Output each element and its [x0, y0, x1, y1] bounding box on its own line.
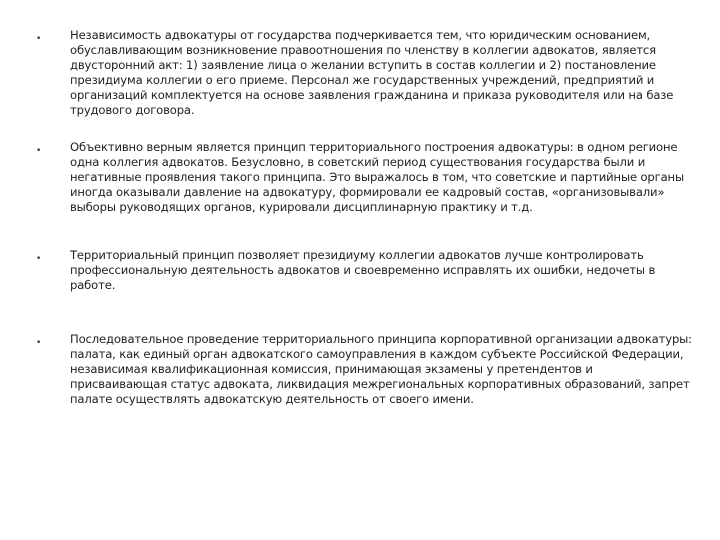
bullet-text: Последовательное проведение территориального принципа корпоративной организации адвокатуры: палата, как единый орган адвокатского самоуправления в каждом субъекте Российской Федерации, независимая квалификационная комиссия, принимающая экзамены у претендентов и присваивающая статус адвоката, ликвидация межрегиональных корпоративных образований, запрет палате осуществлять адвокатскую деятельность от своего имени. [70, 332, 692, 406]
bullet-text: Независимость адвокатуры от государства подчеркивается тем, что юридическим основанием, обуславливающим возникновение правоотношения по членству в коллегии адвокатов, является двусторонний акт: 1) заявление лица о желании вступить в состав коллегии и 2) постановление президиума коллегии о его приеме. Персонал же государственных учреждений, предприятий и организаций комплектуется на основе заявления гражданина и приказа руководителя или на базе трудового договора. [70, 28, 674, 117]
bullet-text: Территориальный принцип позволяет президиуму коллегии адвокатов лучше контролировать профессиональную деятельность адвокатов и своевременно исправлять их ошибки, недочеты в работе. [70, 248, 656, 292]
bullet-text: Объективно верным является принцип территориального построения адвокатуры: в одном регионе одна коллегия адвокатов. Безусловно, в советский период существования государства были и негативные проявления такого принципа. Это выражалось в том, что советские и партийные органы иногда оказывали давление на адвокатуру, формировали ее кадровый состав, «организовывали» выборы руководящих органов, курировали дисциплинарную практику и т.д. [70, 140, 684, 214]
bullet-dot-icon: • [36, 34, 42, 44]
bullet-dot-icon: • [36, 254, 42, 264]
bullet-dot-icon: • [36, 146, 42, 156]
bullet-dot-icon: • [36, 338, 42, 348]
